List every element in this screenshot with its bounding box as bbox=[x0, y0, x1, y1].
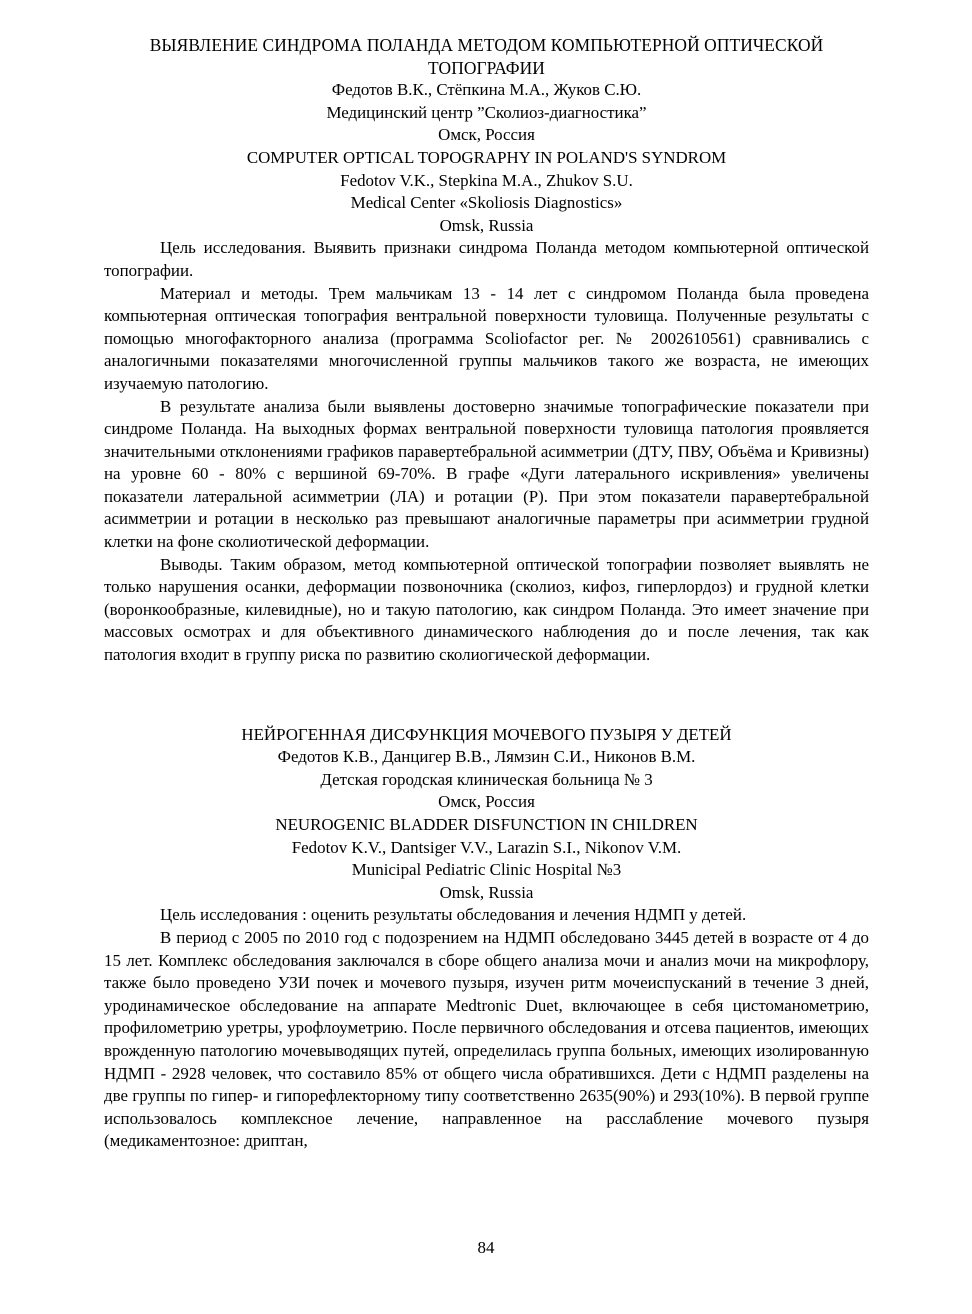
article-2-affiliation-en: Municipal Pediatric Clinic Hospital №3 bbox=[351, 860, 622, 880]
article-2-authors-en: Fedotov K.V., Dantsiger V.V., Larazin S.I., Nikonov V.M. bbox=[291, 837, 682, 857]
article-1-affiliation-ru: Медицинский центр ”Сколиоз-диагностика” bbox=[326, 102, 647, 122]
article-2-title-ru: НЕЙРОГЕННАЯ ДИСФУНКЦИЯ МОЧЕВОГО ПУЗЫРЯ У ДЕТЕЙ bbox=[241, 724, 732, 744]
article-1-city-ru: Омск, Россия bbox=[438, 125, 535, 145]
article-1-city-en: Omsk, Russia bbox=[439, 215, 534, 235]
article-1-paragraph: Цель исследования. Выявить признаки синдрома Поланда методом компьютерной оптической топографии. bbox=[104, 238, 869, 280]
article-1-authors-ru: Федотов В.К., Стёпкина М.А., Жуков С.Ю. bbox=[331, 80, 642, 100]
page-number: 84 bbox=[477, 1238, 495, 1257]
article-2-paragraph: Цель исследования : оценить результаты обследования и лечения НДМП у детей. bbox=[160, 905, 747, 925]
article-2-authors-ru: Федотов К.В., Данцигер В.В., Лямзин С.И., Никонов В.М. bbox=[277, 747, 696, 767]
article-1-paragraph: Выводы. Таким образом, метод компьютерной оптической топографии позволяет выявлять не только нарушения осанки, деформации позвоночника (сколиоз, кифоз, гиперлордоз) и грудной клетки (воронкообразные, килевидные), но и такую патологию, как синдром Поланда. Это имеет значение при массовых осмотрах и для объективного динамического наблюдения до и после лечения, так как патология входит в группу риска по развитию сколиогической деформации. bbox=[104, 554, 869, 665]
article-2-city-ru: Омск, Россия bbox=[438, 792, 535, 812]
article-1-paragraph: Материал и методы. Трем мальчикам 13 - 14 лет с синдромом Поланда была проведена компьютерная оптическая топография вентральной поверхности туловища. Полученные результаты с помощью многофакторного анализа (программа Scoliofactor рег. № 2002610561) сравнивались с аналогичными показателями многочисленной группы мальчиков такого же возраста, не имеющих изучаемую патологию. bbox=[104, 283, 869, 393]
section-gap bbox=[104, 667, 869, 712]
article-2-title-en: NEUROGENIC BLADDER DISFUNCTION IN CHILDREN bbox=[275, 815, 698, 834]
article-1-paragraph: В результате анализа были выявлены достоверно значимые топографические показатели при синдроме Поланда. На выходных формах вентральной поверхности туловища патология проявляется значительными отклонениями графиков паравертебральной асимметрии (ДТУ, ПВУ, Объёма и Кривизны) на уровне 60 - 80% с вершиной 69-70%. В графе «Дуги латерального искривления» увеличены показатели латеральной асимметрии (ЛА) и ротации (Р). При этом показатели паравертебральной асимметрии и ротации в несколько раз превышают аналогичные параметры при асимметрии грудной клетки на фоне сколиотической деформации. bbox=[104, 396, 869, 552]
article-2-affiliation-ru: Детская городская клиническая больница № 3 bbox=[320, 769, 653, 789]
article-1-title-en: COMPUTER OPTICAL TOPOGRAPHY IN POLAND'S SYNDROM bbox=[246, 147, 727, 167]
article-2-city-en: Omsk, Russia bbox=[439, 882, 534, 902]
article-1-title-ru: ВЫЯВЛЕНИЕ СИНДРОМА ПОЛАНДА МЕТОДОМ КОМПЬЮТЕРНОЙ ОПТИЧЕСКОЙ ТОПОГРАФИИ bbox=[149, 35, 824, 78]
article-2-paragraph: В период с 2005 по 2010 год с подозрением на НДМП обследовано 3445 детей в возрасте от 4 до 15 лет. Комплекс обследования заключался в сборе общего анализа мочи и анализ мочи на микрофлору, также было проведено УЗИ почек и мочевого пузыря, изучен ритм мочеиспусканий в течение 3 дней, уродинамическое обследование на аппарате Medtronic Duet, включающее в себя цистоманометрию, профилометрию уретры, урофлоуметрию. После первичного обследования и отсева пациентов, имеющих врожденную патологию мочевыводящих путей, определилась группа больных, имеющих изолированную НДМП - 2928 человек, что составило 85% от общего числа обратившихся. Дети с НДМП разделены на две группы по гипер- и гипорефлекторному типу соответственно 2635(90%) и 293(10%). В первой группе использовалось комплексное лечение, направленное на расслабление мочевого пузыря (медикаментозное: дриптан, bbox=[104, 927, 869, 1151]
article-1-authors-en: Fedotov V.K., Stepkina M.A., Zhukov S.U. bbox=[340, 170, 633, 190]
document-page bbox=[104, 34, 869, 1153]
article-1-affiliation-en: Medical Center «Skoliosis Diagnostics» bbox=[350, 193, 623, 213]
